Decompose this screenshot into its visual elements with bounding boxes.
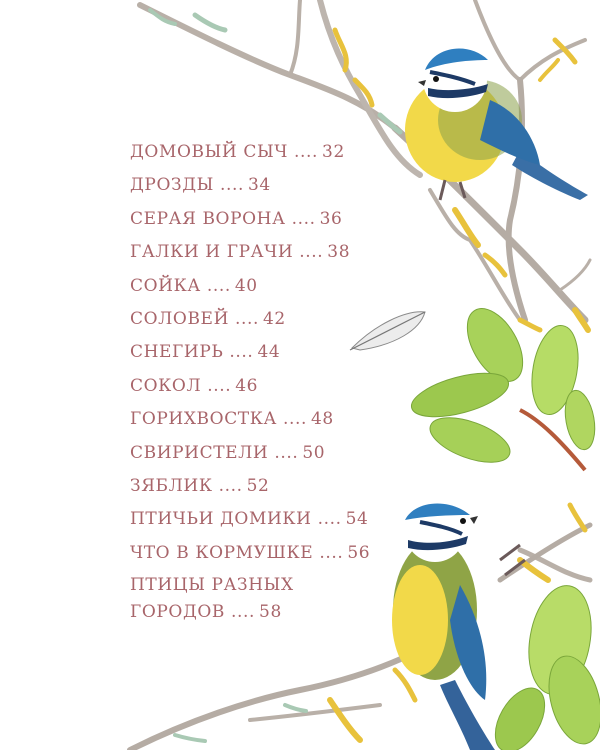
toc-page-number: 46 [235, 375, 259, 396]
toc-leader: .... [207, 375, 232, 396]
toc-entry[interactable] [130, 472, 390, 505]
toc-entry-title: ЧТО В КОРМУШКЕ [130, 542, 314, 563]
toc-entry[interactable] [130, 572, 390, 626]
toc-entry[interactable] [130, 505, 390, 538]
toc-entry-title: ДОМОВЫЙ СЫЧ [130, 142, 289, 162]
toc-page-number: 42 [263, 308, 286, 329]
toc-page-number: 32 [322, 142, 345, 162]
toc-leader: .... [235, 308, 260, 329]
toc-leader: .... [294, 142, 319, 162]
toc-entry[interactable] [130, 305, 390, 338]
leaf-icon [485, 581, 600, 750]
toc-entry[interactable] [130, 238, 390, 271]
toc-entry-title: ЗЯБЛИК [130, 475, 213, 496]
blue-tit-bird-icon [405, 48, 588, 200]
toc-page-number: 58 [259, 602, 282, 623]
toc-entry-title: СОЙКА [130, 275, 201, 296]
toc-leader: .... [219, 175, 244, 196]
toc-entry-title: СЕРАЯ ВОРОНА [130, 208, 286, 229]
toc-entry-title-line2: ГОРОДОВ [130, 602, 226, 623]
toc-entry[interactable] [130, 338, 390, 371]
toc-entry-title: СНЕГИРЬ [130, 342, 224, 363]
toc-leader: .... [319, 542, 344, 563]
table-of-contents [130, 138, 390, 626]
toc-entry[interactable] [130, 205, 390, 238]
toc-entry[interactable] [130, 405, 390, 438]
toc-page-number: 40 [234, 275, 258, 296]
toc-entry-title: ПТИЧЬИ ДОМИКИ [130, 509, 312, 530]
toc-entry[interactable] [130, 272, 390, 305]
toc-entry[interactable] [130, 171, 390, 204]
toc-page-number: 56 [347, 542, 371, 563]
toc-leader: .... [229, 342, 254, 363]
toc-page-number: 54 [345, 509, 369, 530]
toc-page-number: 48 [310, 409, 334, 430]
toc-entry-title: ДРОЗДЫ [130, 175, 214, 196]
toc-leader: .... [274, 442, 299, 463]
toc-page-number: 36 [319, 208, 343, 229]
toc-leader: .... [291, 208, 316, 229]
toc-entry[interactable] [130, 539, 390, 572]
toc-leader: .... [317, 509, 342, 530]
toc-leader: .... [231, 602, 256, 623]
toc-page-number: 34 [247, 175, 271, 196]
toc-entry-title: СОКОЛ [130, 375, 202, 396]
toc-entry-title: СВИРИСТЕЛИ [130, 442, 269, 463]
toc-leader: .... [206, 275, 231, 296]
toc-page-number: 44 [257, 342, 281, 363]
toc-page-number: 50 [302, 442, 326, 463]
toc-leader: .... [282, 409, 307, 430]
toc-entry[interactable] [130, 138, 390, 171]
toc-page-number: 52 [246, 475, 270, 496]
toc-entry-title: ГАЛКИ И ГРАЧИ [130, 242, 294, 263]
toc-entry-title: ГОРИХВОСТКА [130, 409, 277, 430]
toc-page-number: 38 [327, 242, 351, 263]
toc-entry-title-line1: ПТИЦЫ РАЗНЫХ [130, 575, 294, 596]
toc-entry[interactable] [130, 439, 390, 472]
toc-entry-title: СОЛОВЕЙ [130, 308, 229, 329]
toc-leader: .... [299, 242, 324, 263]
toc-leader: .... [218, 475, 243, 496]
leaf-icon [407, 299, 599, 471]
toc-entry[interactable] [130, 372, 390, 405]
